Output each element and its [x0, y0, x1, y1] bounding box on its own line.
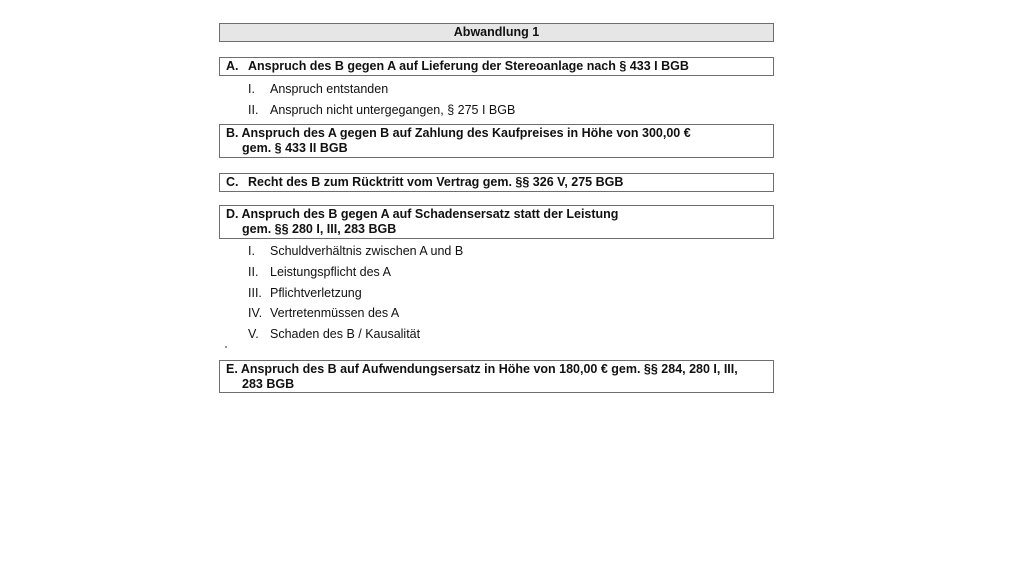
section-d-item-2: [248, 265, 391, 280]
section-a-item-2: [248, 103, 515, 118]
section-d-item-3: [248, 286, 362, 301]
section-e-box: [219, 360, 774, 393]
item-text: Schuldverhältnis zwischen A und B: [270, 244, 464, 258]
section-d-heading-line2: gem. §§ 280 I, III, 283 BGB: [242, 222, 397, 236]
item-number: I.: [248, 82, 255, 96]
section-d-heading-line1: D. Anspruch des B gegen A auf Schadensersatz statt der Leistung: [226, 207, 619, 221]
item-number: IV.: [248, 306, 263, 320]
section-d-item-4: [248, 306, 399, 321]
item-text: Schaden des B / Kausalität: [270, 327, 421, 341]
section-a-item-1: [248, 82, 388, 97]
item-text: Anspruch nicht untergegangen, § 275 I BGB: [270, 103, 516, 117]
section-e-heading-line2: 283 BGB: [242, 377, 295, 391]
stray-dot: [225, 346, 227, 348]
section-a-heading: Anspruch des B gegen A auf Lieferung der Stereoanlage nach § 433 I BGB: [248, 59, 689, 73]
item-number: II.: [248, 103, 259, 117]
section-d-box: [219, 205, 774, 239]
item-text: Leistungspflicht des A: [270, 265, 391, 279]
item-text: Anspruch entstanden: [270, 82, 389, 96]
section-a-box: [219, 57, 774, 76]
section-c-mark: C.: [226, 175, 239, 189]
item-text: Pflichtverletzung: [270, 286, 362, 300]
section-c-heading: Recht des B zum Rücktritt vom Vertrag gem. §§ 326 V, 275 BGB: [248, 175, 624, 189]
title-box: [219, 23, 774, 42]
section-b-heading-line2: gem. § 433 II BGB: [242, 141, 348, 155]
document-title: Abwandlung 1: [453, 25, 540, 39]
item-number: II.: [248, 265, 259, 279]
section-d-item-1: [248, 244, 463, 259]
section-b-heading-line1: B. Anspruch des A gegen B auf Zahlung des Kaufpreises in Höhe von 300,00 €: [226, 126, 691, 140]
section-a-mark: A.: [226, 59, 239, 73]
section-b-box: [219, 124, 774, 158]
section-c-box: [219, 173, 774, 192]
item-number: I.: [248, 244, 255, 258]
section-e-heading-line1: E. Anspruch des B auf Aufwendungsersatz in Höhe von 180,00 € gem. §§ 284, 280 I, III,: [226, 362, 738, 376]
item-text: Vertretenmüssen des A: [270, 306, 400, 320]
item-number: V.: [248, 327, 259, 341]
item-number: III.: [248, 286, 262, 300]
section-d-item-5: [248, 327, 420, 342]
